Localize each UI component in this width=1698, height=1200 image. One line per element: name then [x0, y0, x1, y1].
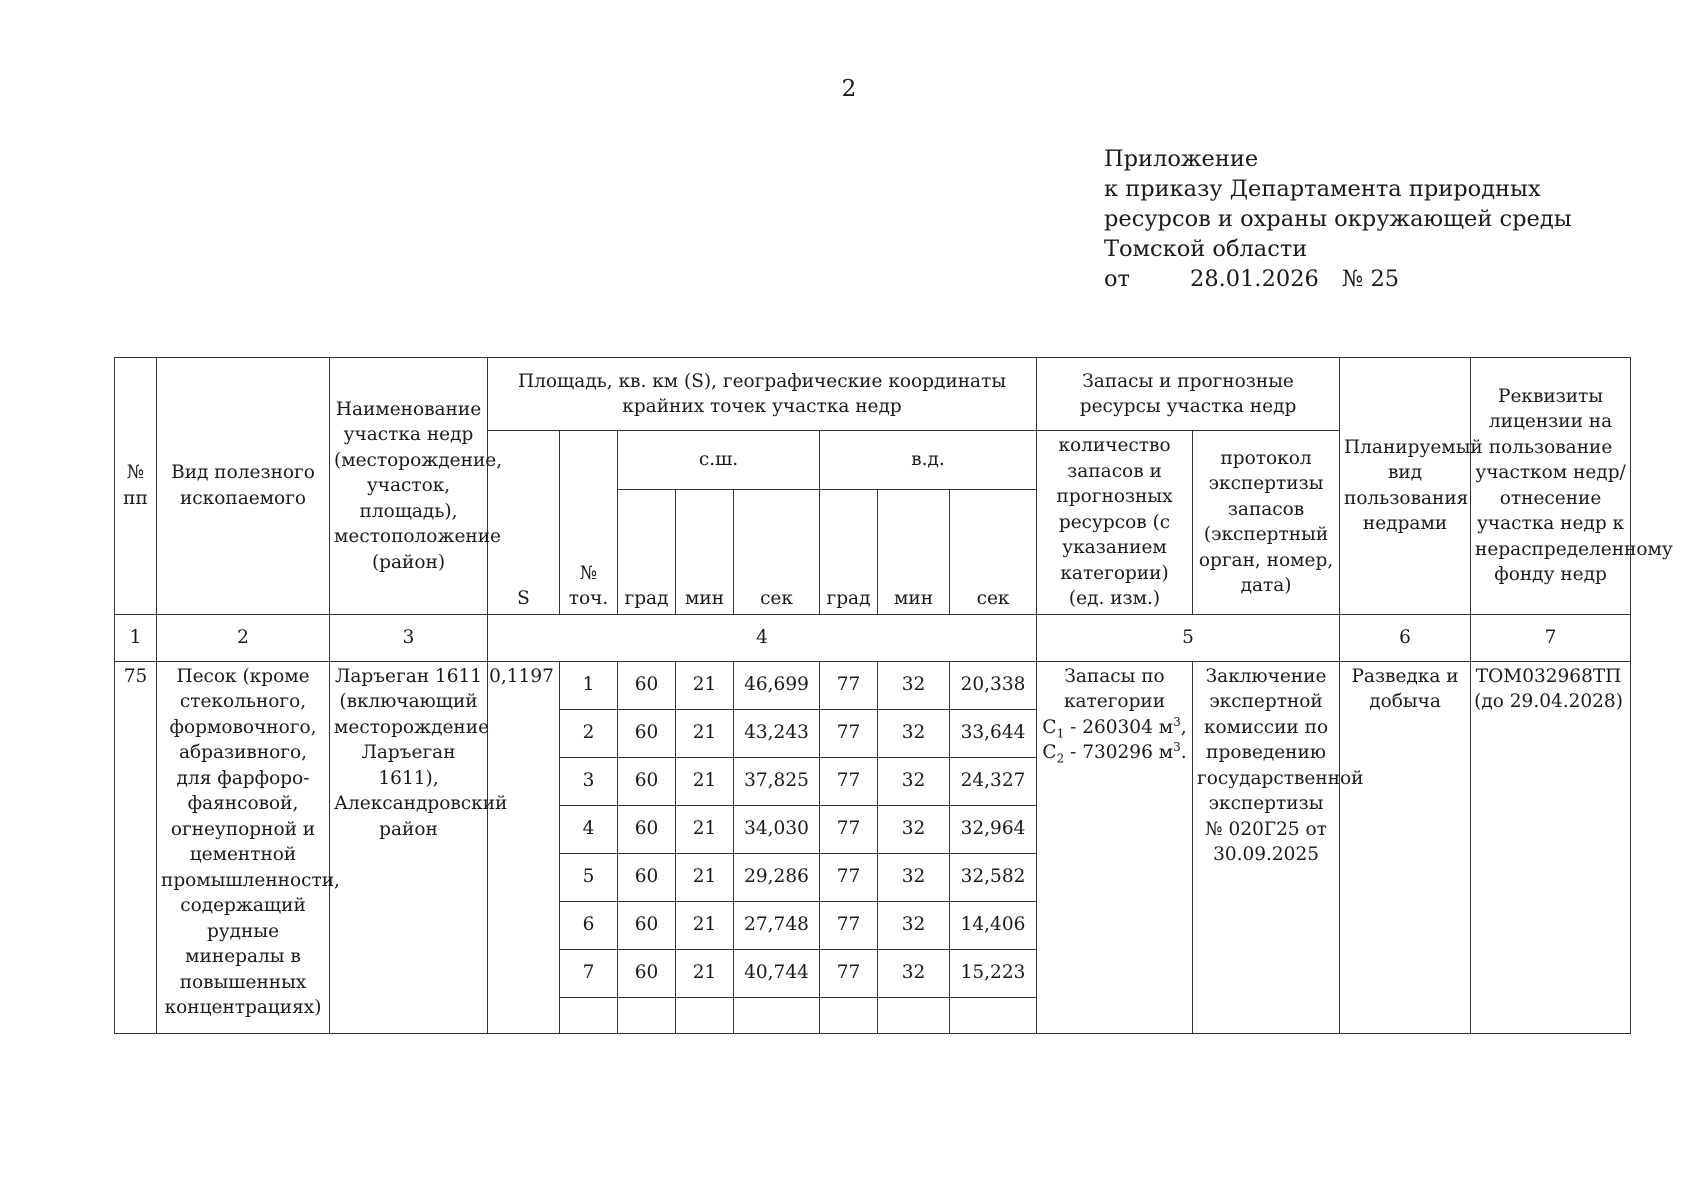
header-reserves: Запасы и прогнозные ресурсы участка недр: [1037, 358, 1340, 431]
point-lat-s: 34,030: [734, 805, 820, 853]
point-lon-g: 77: [820, 661, 878, 709]
row-name: Ларъеган 1611 (включающий месторождение Ларъеган 1611), Александровский район: [330, 661, 488, 1033]
header-s: S: [488, 431, 560, 615]
point-lon-g: 77: [820, 949, 878, 997]
point-lon-m: 32: [878, 853, 950, 901]
header-protocol: протокол экспертизы запасов (экспертный орган, номер, дата): [1193, 431, 1340, 615]
table-row: [115, 661, 1631, 709]
row-license: ТОМ032968ТП (до 29.04.2028): [1471, 661, 1631, 1033]
header-lat-grad: град: [618, 489, 676, 614]
row-protocol: Заключение экспертной комиссии по проведению государственной экспертизы № 020Г25 от 30.09.2025: [1193, 661, 1340, 1033]
point-n: 6: [560, 901, 618, 949]
empty-cell: [734, 997, 820, 1033]
header-lon-sec: сек: [950, 489, 1037, 614]
point-lat-s: 46,699: [734, 661, 820, 709]
appendix-header: [1104, 144, 1572, 294]
point-lat-s: 40,744: [734, 949, 820, 997]
header-lon-grad: град: [820, 489, 878, 614]
empty-cell: [676, 997, 734, 1033]
point-lon-m: 32: [878, 949, 950, 997]
point-lon-g: 77: [820, 805, 878, 853]
header-row: [115, 358, 1631, 431]
point-lat-s: 37,825: [734, 757, 820, 805]
point-lat-g: 60: [618, 949, 676, 997]
header-license: Реквизиты лицензии на пользование участком недр/ отнесение участка недр к нераспределенному фонду недр: [1471, 358, 1631, 615]
unit-sup: 3: [1173, 739, 1181, 754]
header-lon: в.д.: [820, 431, 1037, 490]
order-date: 28.01.2026: [1190, 266, 1319, 292]
empty-cell: [878, 997, 950, 1033]
appendix-line: Приложение: [1104, 146, 1259, 172]
reserves-prefix: Запасы по категории: [1063, 665, 1166, 712]
point-lat-g: 60: [618, 757, 676, 805]
empty-cell: [950, 997, 1037, 1033]
point-lon-s: 15,223: [950, 949, 1037, 997]
point-lon-s: 32,582: [950, 853, 1037, 901]
col-number: 4: [488, 614, 1037, 661]
point-lat-m: 21: [676, 661, 734, 709]
point-lat-m: 21: [676, 901, 734, 949]
point-lat-m: 21: [676, 949, 734, 997]
point-lon-g: 77: [820, 853, 878, 901]
empty-cell: [820, 997, 878, 1033]
point-lat-s: 27,748: [734, 901, 820, 949]
header-lat: с.ш.: [618, 431, 820, 490]
header-no: № пп: [115, 358, 157, 615]
date-prefix: от: [1104, 266, 1130, 292]
empty-cell: [560, 997, 618, 1033]
reserves-c2-end: .: [1180, 742, 1187, 763]
appendix-date-line: [1104, 264, 1572, 294]
header-point: № точ.: [560, 431, 618, 615]
header-lon-min: мин: [878, 489, 950, 614]
point-lat-m: 21: [676, 709, 734, 757]
reserves-c1-end: ,: [1180, 716, 1187, 738]
reserves-c1-value: - 260304 м: [1064, 716, 1174, 738]
empty-cell: [618, 997, 676, 1033]
order-number: № 25: [1342, 266, 1400, 292]
point-lat-g: 60: [618, 709, 676, 757]
row-use: Разведка и добыча: [1340, 661, 1471, 1033]
point-lon-m: 32: [878, 757, 950, 805]
header-lat-sec: сек: [734, 489, 820, 614]
point-lon-s: 14,406: [950, 901, 1037, 949]
header-use: Планируемый вид пользования недрами: [1340, 358, 1471, 615]
reserves-c2-sub: 2: [1056, 751, 1065, 766]
header-mineral: Вид полезного ископаемого: [157, 358, 330, 615]
row-no: 75: [115, 661, 157, 1033]
point-n: 4: [560, 805, 618, 853]
header-reserves-qty: количество запасов и прогнозных ресурсов (с указанием категории) (ед. изм.): [1037, 431, 1193, 615]
point-lat-s: 29,286: [734, 853, 820, 901]
point-lon-m: 32: [878, 901, 950, 949]
unit-sup: 3: [1173, 714, 1181, 729]
col-number: 3: [330, 614, 488, 661]
point-lon-g: 77: [820, 709, 878, 757]
appendix-line: ресурсов и охраны окружающей среды: [1104, 206, 1572, 232]
reserves-c2-label: C: [1042, 742, 1057, 763]
reserves-c2-value: - 730296 м: [1064, 742, 1174, 763]
page-number: 2: [841, 76, 857, 102]
reserves-c1-sub: 1: [1056, 726, 1065, 741]
point-lon-s: 33,644: [950, 709, 1037, 757]
point-lat-g: 60: [618, 901, 676, 949]
col-number: 2: [157, 614, 330, 661]
point-lon-s: 32,964: [950, 805, 1037, 853]
header-area: Площадь, кв. км (S), географические координаты крайних точек участка недр: [488, 358, 1037, 431]
point-lat-m: 21: [676, 853, 734, 901]
col-number: 5: [1037, 614, 1340, 661]
row-s: 0,1197: [488, 661, 560, 1033]
point-n: 5: [560, 853, 618, 901]
point-lon-m: 32: [878, 661, 950, 709]
reserves-c1-label: C: [1042, 716, 1057, 738]
point-lat-m: 21: [676, 805, 734, 853]
point-lon-m: 32: [878, 805, 950, 853]
point-lon-g: 77: [820, 901, 878, 949]
col-number: 1: [115, 614, 157, 661]
point-lat-s: 43,243: [734, 709, 820, 757]
appendix-line: Томской области: [1104, 236, 1308, 262]
row-mineral: Песок (кроме стекольного, формовочного, абразивного, для фарфоро-фаянсовой, огнеупорной и цементной промышленности, содержащий рудные минералы в повышенных концентрациях): [157, 661, 330, 1033]
point-lon-g: 77: [820, 757, 878, 805]
point-lat-m: 21: [676, 757, 734, 805]
point-lon-s: 24,327: [950, 757, 1037, 805]
point-n: 2: [560, 709, 618, 757]
header-lat-min: мин: [676, 489, 734, 614]
point-n: 7: [560, 949, 618, 997]
row-reserves: [1037, 661, 1193, 1033]
point-n: 3: [560, 757, 618, 805]
point-lon-s: 20,338: [950, 661, 1037, 709]
point-lon-m: 32: [878, 709, 950, 757]
col-number: 6: [1340, 614, 1471, 661]
col-number: 7: [1471, 614, 1631, 661]
point-n: 1: [560, 661, 618, 709]
column-number-row: [115, 614, 1631, 661]
point-lat-g: 60: [618, 805, 676, 853]
point-lat-g: 60: [618, 853, 676, 901]
header-name: Наименование участка недр (месторождение, участок, площадь), местоположение (район): [330, 358, 488, 615]
point-lat-g: 60: [618, 661, 676, 709]
subsoil-table: [114, 357, 1673, 1034]
appendix-line: к приказу Департамента природных: [1104, 176, 1541, 202]
